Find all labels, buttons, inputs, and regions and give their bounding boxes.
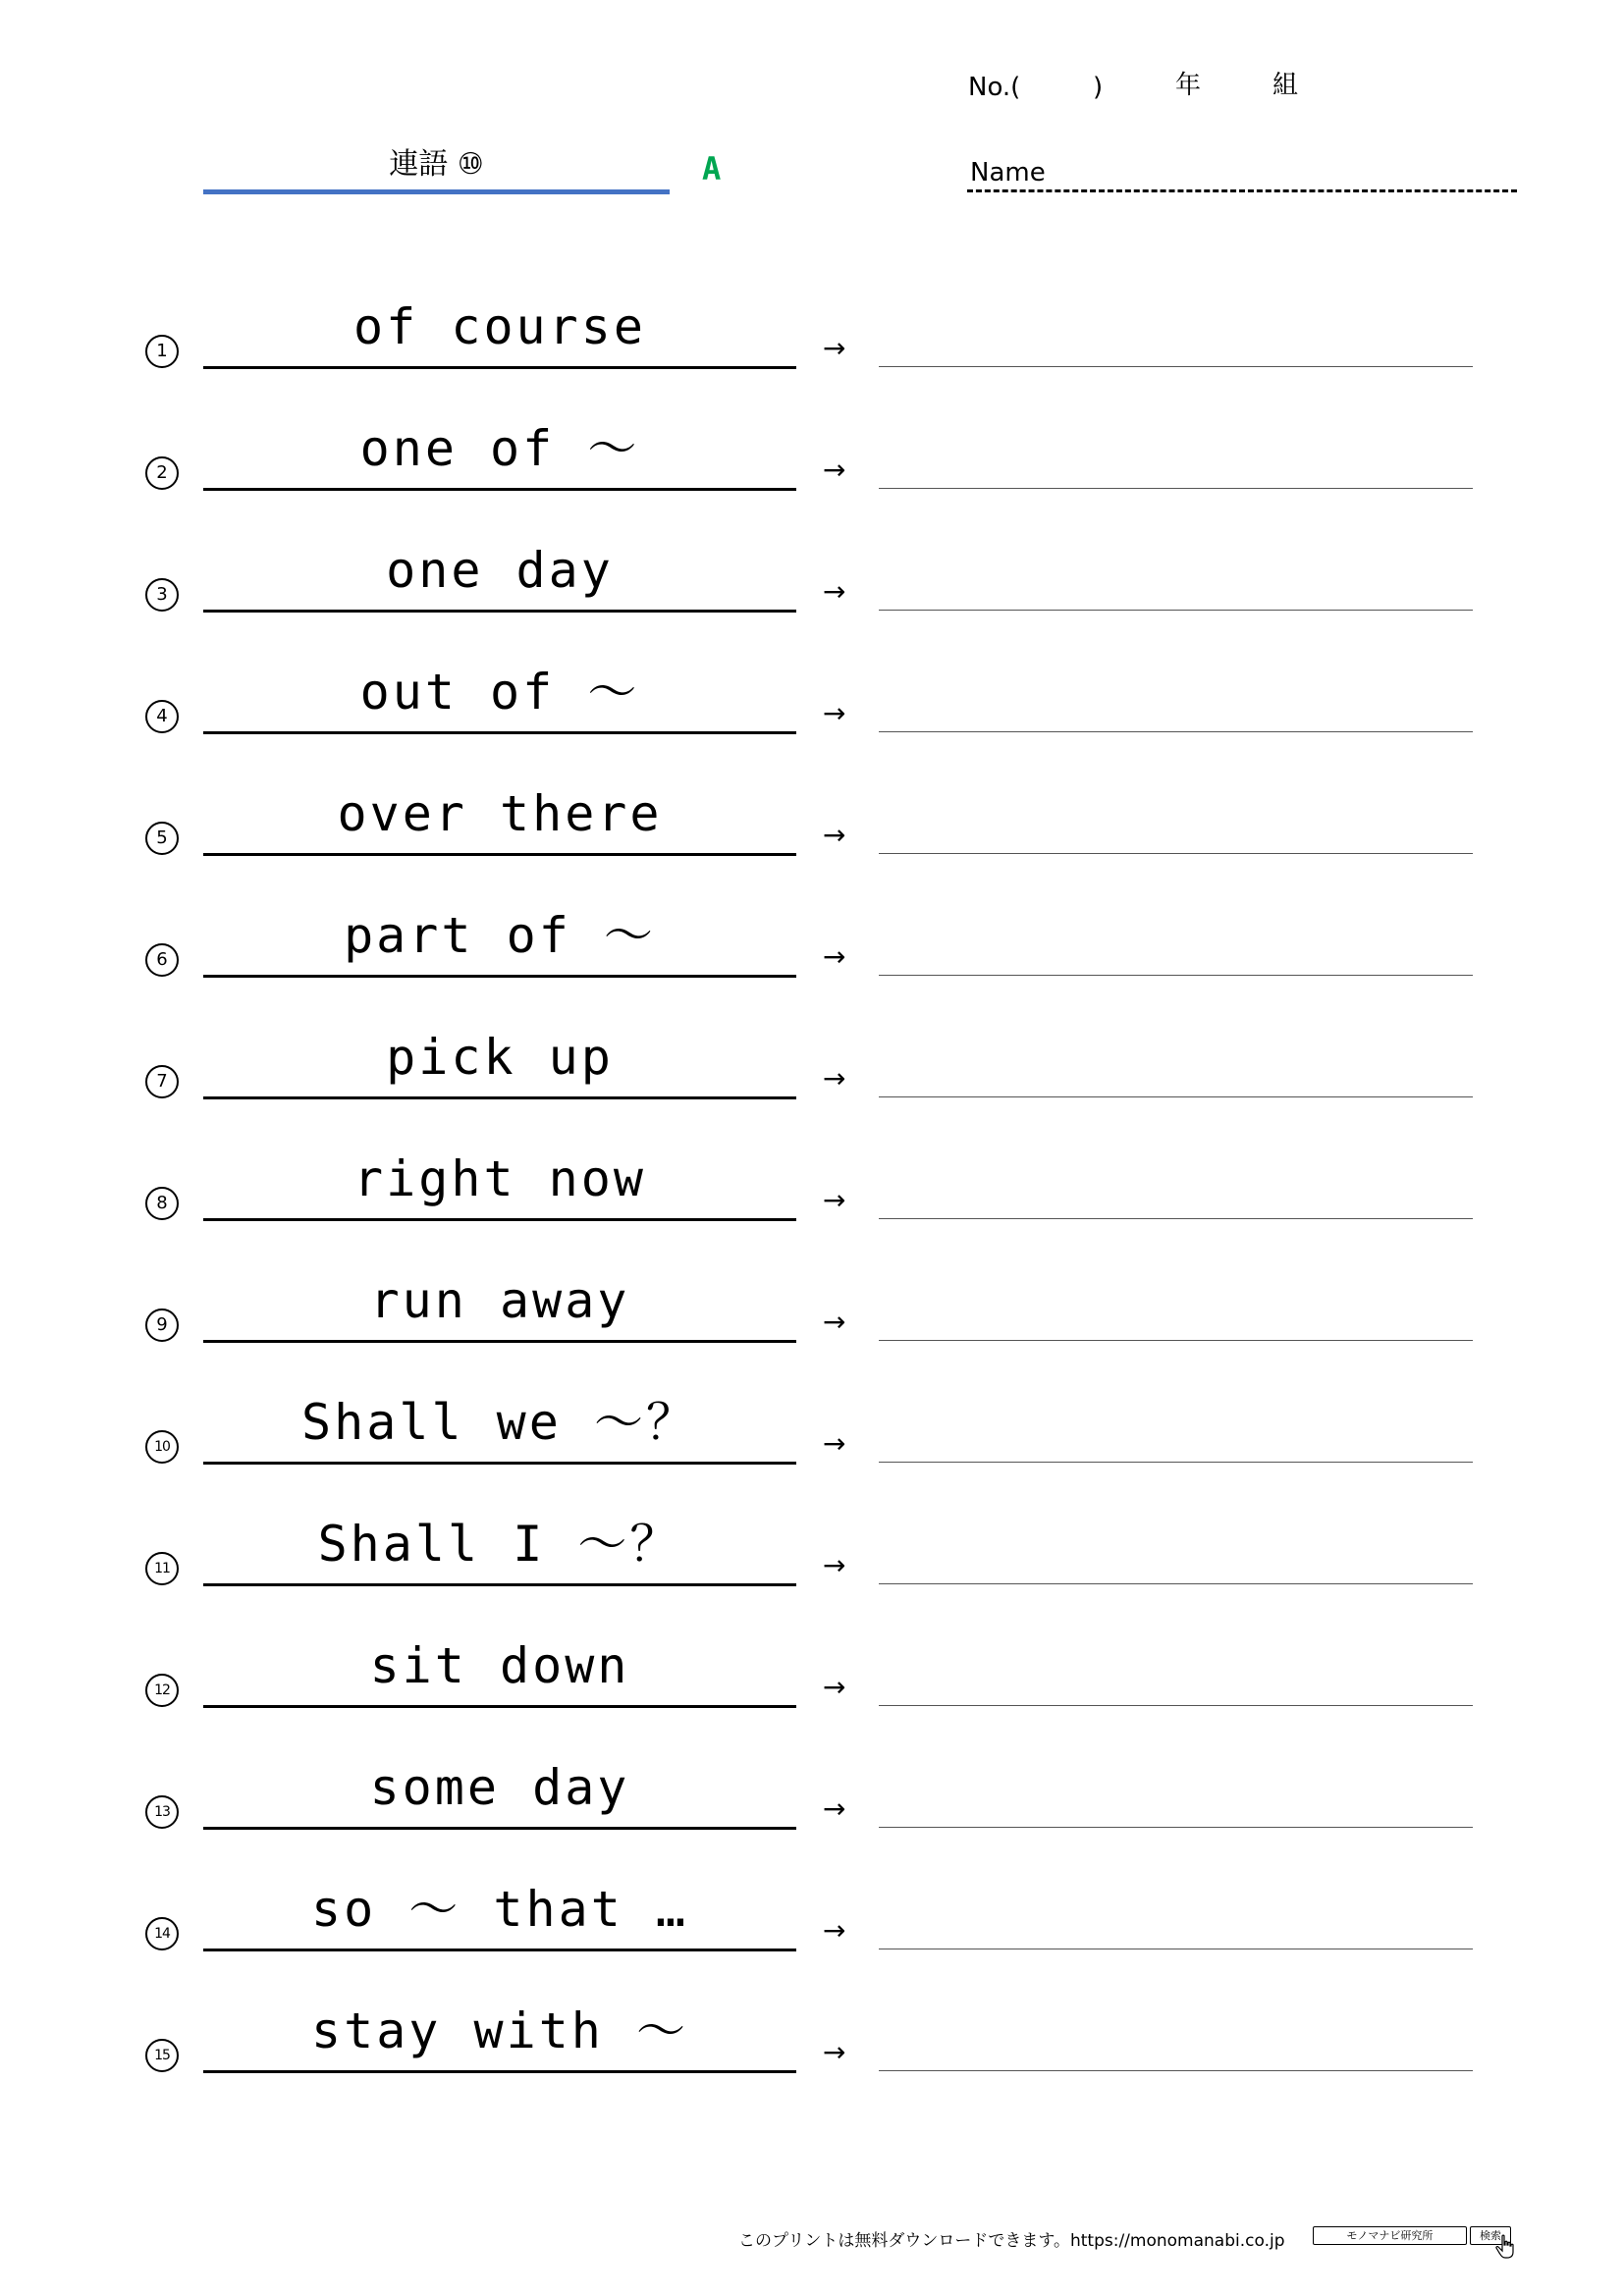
item-number: 3 <box>145 578 179 612</box>
phrase-underline <box>203 1583 796 1586</box>
arrow-icon: → <box>823 1914 846 1947</box>
arrow-icon: → <box>823 1184 846 1216</box>
phrase-underline <box>203 1827 796 1830</box>
phrase-text: stay with ～ <box>310 2002 689 2059</box>
phrase-text: over there <box>337 785 663 842</box>
site-name-box: モノマナビ研究所 <box>1313 2226 1467 2245</box>
phrase-text: of course <box>353 298 646 355</box>
phrase-row <box>0 774 1624 896</box>
year-label: 年 <box>1175 71 1202 100</box>
arrow-icon: → <box>823 454 846 486</box>
answer-line[interactable] <box>879 488 1473 489</box>
phrase-underline <box>203 731 796 734</box>
answer-line[interactable] <box>879 1218 1473 1219</box>
arrow-icon: → <box>823 1062 846 1095</box>
worksheet-title: 連語 ⑩ <box>389 147 484 182</box>
phrase-row <box>0 1992 1624 2113</box>
arrow-icon: → <box>823 819 846 851</box>
arrow-icon: → <box>823 1549 846 1581</box>
phrase-text: run away <box>369 1272 630 1329</box>
phrase-underline <box>203 610 796 613</box>
answer-line[interactable] <box>879 1462 1473 1463</box>
phrase-row <box>0 1140 1624 1261</box>
arrow-icon: → <box>823 1671 846 1703</box>
phrase-text: part of ～ <box>344 907 656 964</box>
phrase-text: one of ～ <box>359 420 640 477</box>
phrase-row <box>0 896 1624 1018</box>
item-number: 13 <box>145 1795 179 1829</box>
answer-line[interactable] <box>879 1827 1473 1828</box>
arrow-icon: → <box>823 575 846 608</box>
phrase-text: sit down <box>369 1637 630 1694</box>
phrase-underline <box>203 1096 796 1099</box>
arrow-icon: → <box>823 1427 846 1460</box>
phrase-text: out of ～ <box>359 664 640 721</box>
answer-line[interactable] <box>879 610 1473 611</box>
phrase-row <box>0 1261 1624 1383</box>
answer-line[interactable] <box>879 975 1473 976</box>
item-number: 8 <box>145 1187 179 1220</box>
phrase-text: one day <box>386 542 614 599</box>
phrase-row <box>0 531 1624 653</box>
item-number: 1 <box>145 335 179 368</box>
version-label: A <box>702 150 722 187</box>
phrase-text: Shall we ～？ <box>301 1394 698 1451</box>
answer-line[interactable] <box>879 1096 1473 1097</box>
class-label: 組 <box>1272 71 1299 100</box>
phrase-underline <box>203 1218 796 1221</box>
footer-notice: このプリントは無料ダウンロードできます。https://monomanabi.co.jp <box>738 2231 1285 2251</box>
arrow-icon: → <box>823 1306 846 1338</box>
item-number: 7 <box>145 1065 179 1098</box>
phrase-underline <box>203 975 796 978</box>
item-number: 5 <box>145 822 179 855</box>
phrase-underline <box>203 1340 796 1343</box>
arrow-icon: → <box>823 940 846 973</box>
arrow-icon: → <box>823 332 846 364</box>
item-number: 12 <box>145 1674 179 1707</box>
item-number: 6 <box>145 943 179 977</box>
answer-line[interactable] <box>879 1705 1473 1706</box>
phrase-text: so ～ that … <box>310 1881 689 1938</box>
arrow-icon: → <box>823 697 846 729</box>
phrase-text: some day <box>369 1759 630 1816</box>
phrase-text: right now <box>353 1150 646 1207</box>
item-number: 2 <box>145 456 179 490</box>
phrase-underline <box>203 1705 796 1708</box>
item-number: 15 <box>145 2039 179 2072</box>
phrase-underline <box>203 1949 796 1951</box>
phrase-text: Shall I ～？ <box>317 1516 682 1573</box>
phrase-row <box>0 1748 1624 1870</box>
phrase-row <box>0 288 1624 409</box>
arrow-icon: → <box>823 1792 846 1825</box>
arrow-icon: → <box>823 2036 846 2068</box>
item-number: 10 <box>145 1430 179 1464</box>
phrase-row <box>0 653 1624 774</box>
phrase-row <box>0 1505 1624 1627</box>
hand-cursor-icon <box>1494 2234 1516 2260</box>
title-underline <box>203 189 670 194</box>
number-close: ) <box>1093 73 1104 102</box>
phrase-underline <box>203 2070 796 2073</box>
phrase-underline <box>203 1462 796 1465</box>
answer-line[interactable] <box>879 731 1473 732</box>
phrase-row <box>0 1870 1624 1992</box>
phrase-underline <box>203 853 796 856</box>
phrase-row <box>0 1018 1624 1140</box>
item-number: 14 <box>145 1917 179 1950</box>
answer-line[interactable] <box>879 366 1473 367</box>
item-number: 11 <box>145 1552 179 1585</box>
number-label: No.( <box>968 73 1021 102</box>
phrase-text: pick up <box>386 1029 614 1086</box>
phrase-row <box>0 1627 1624 1748</box>
name-line <box>967 189 1517 192</box>
search-button[interactable]: 検索 <box>1470 2226 1511 2245</box>
item-number: 9 <box>145 1308 179 1342</box>
phrase-row <box>0 1383 1624 1505</box>
answer-line[interactable] <box>879 1340 1473 1341</box>
answer-line[interactable] <box>879 1583 1473 1584</box>
item-number: 4 <box>145 700 179 733</box>
phrase-row <box>0 409 1624 531</box>
name-label: Name <box>970 158 1046 187</box>
phrase-underline <box>203 488 796 491</box>
answer-line[interactable] <box>879 2070 1473 2071</box>
phrase-underline <box>203 366 796 369</box>
answer-line[interactable] <box>879 853 1473 854</box>
